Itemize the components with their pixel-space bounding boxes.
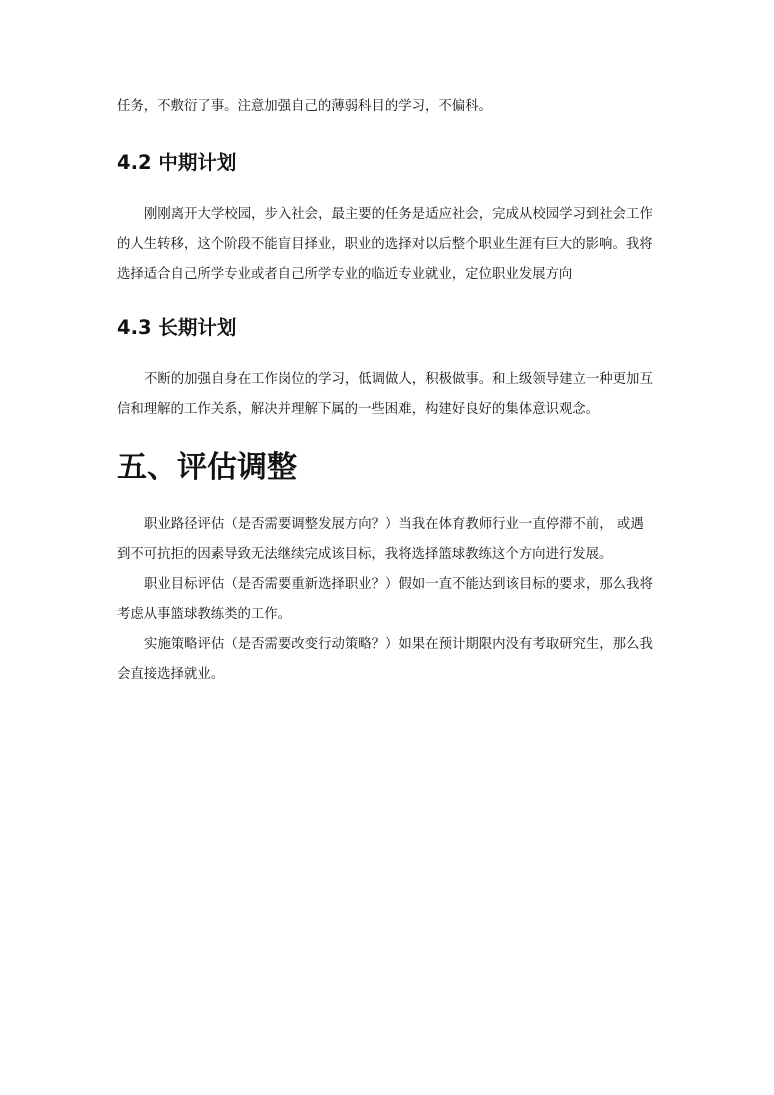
text-line: 不断的加强自身在工作岗位的学习，低调做人，积极做事。和上级领导建立一种更加互 — [144, 372, 653, 387]
text-line: 选择适合自己所学专业或者自己所学专业的临近专业就业，定位职业发展方向 — [117, 267, 573, 282]
text-line: 任务，不敷衍了事。注意加强自己的薄弱科目的学习，不偏科。 — [117, 99, 492, 114]
text-line: 会直接选择就业。 — [117, 667, 225, 682]
text-line: 到不可抗拒的因素导致无法继续完成该目标，我将选择篮球教练这个方向进行发展。 — [117, 547, 613, 562]
paragraph-path-evaluation — [117, 510, 659, 570]
text-line: 职业路径评估（是否需要调整发展方向？）当我在体育教师行业一直停滞不前， 或遇 — [144, 517, 644, 532]
text-line: 信和理解的工作关系，解决并理解下属的一些困难，构建好良好的集体意识观念。 — [117, 402, 600, 417]
text-line: 刚刚离开大学校园，步入社会，最主要的任务是适应社会，完成从校园学习到社会工作 — [144, 207, 653, 222]
paragraph-long-term-plan — [117, 365, 659, 425]
paragraph-medium-term-plan — [117, 200, 659, 290]
text-line: 的人生转移，这个阶段不能盲目择业，职业的选择对以后整个职业生涯有巨大的影响。我将 — [117, 237, 653, 252]
paragraph-strategy-evaluation — [117, 630, 659, 690]
text-line: 职业目标评估（是否需要重新选择职业？）假如一直不能达到该目标的要求，那么我将 — [144, 577, 653, 592]
section-heading-4-3: 4.3 长期计划 — [117, 316, 237, 339]
chapter-heading-evaluation: 五、评估调整 — [117, 450, 297, 485]
text-line: 考虑从事篮球教练类的工作。 — [117, 607, 292, 622]
text-line: 实施策略评估（是否需要改变行动策略？）如果在预计期限内没有考取研究生，那么我 — [144, 637, 653, 652]
paragraph-goal-evaluation — [117, 570, 659, 630]
section-heading-4-2: 4.2 中期计划 — [117, 151, 237, 174]
paragraph-continuation — [117, 92, 659, 122]
